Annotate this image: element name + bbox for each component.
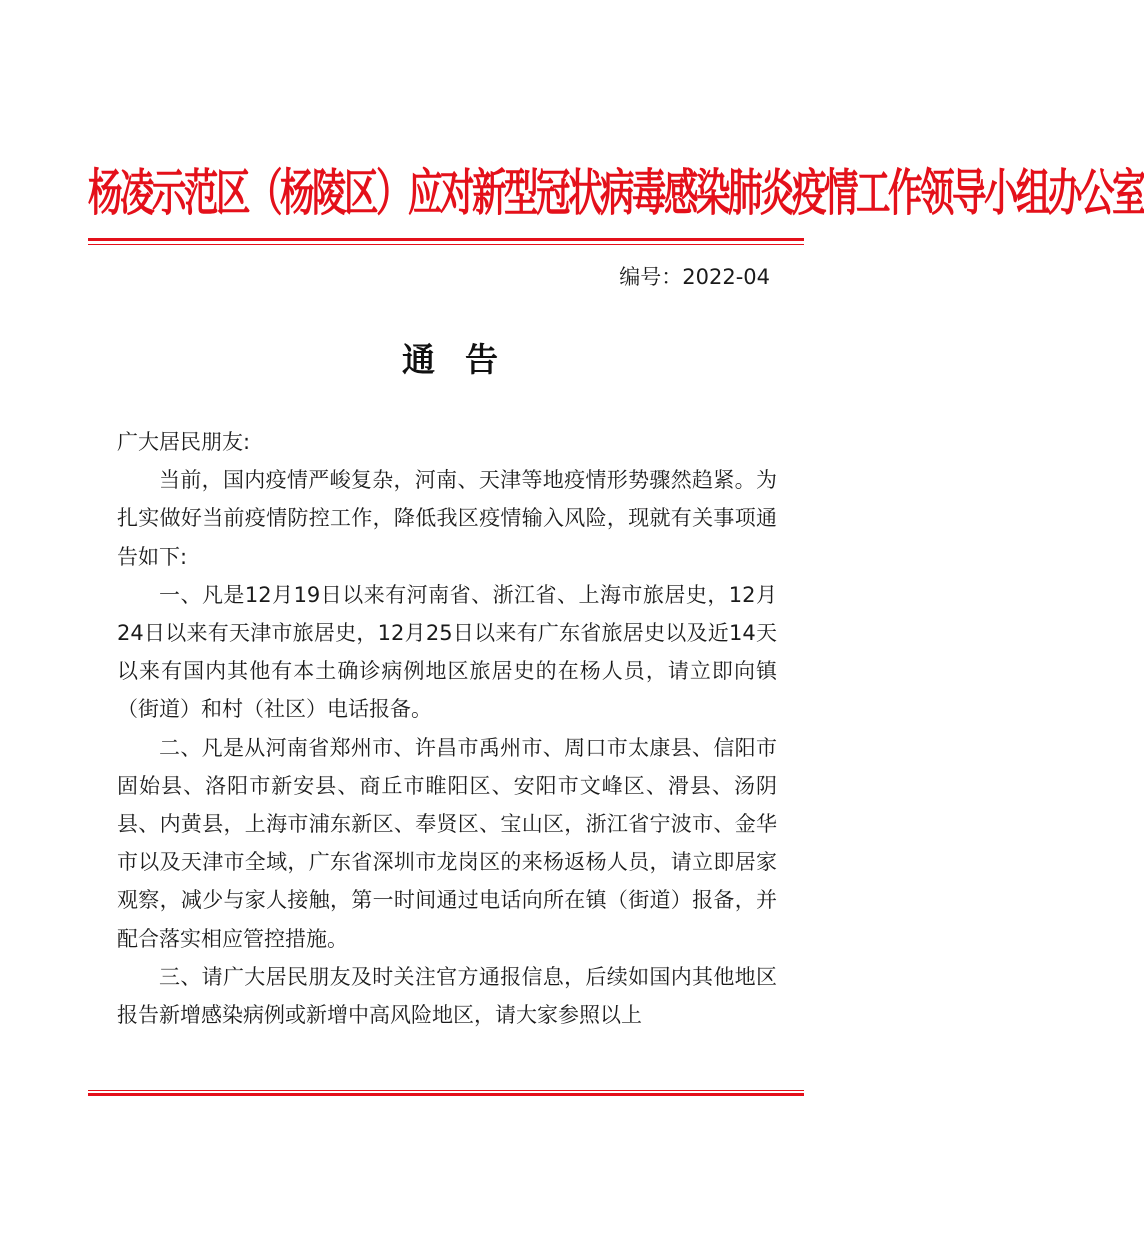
letterhead-title: 杨凌示范区（杨陵区）应对新型冠状病毒感染肺炎疫情工作领导小组办公室 [88, 165, 1144, 223]
document-number: 编号：2022-04 [619, 265, 770, 289]
paragraph-item-2: 二、凡是从河南省郑州市、许昌市禹州市、周口市太康县、信阳市固始县、洛阳市新安县、商丘市睢阳区、安阳市文峰区、滑县、汤阴县、内黄县，上海市浦东新区、奉贤区、宝山区，浙江省宁波市、金华市以及天津市全域，广东省深圳市龙岗区的来杨返杨人员，请立即居家观察，减少与家人接触，第一时间通过电话向所在镇（街道）报备，并配合落实相应管控措施。 [117, 735, 777, 951]
letterhead-rule-thin [88, 244, 804, 245]
document-body [117, 423, 777, 1034]
paragraph-item-3: 三、请广大居民朋友及时关注官方通报信息，后续如国内其他地区报告新增感染病例或新增中高风险地区，请大家参照以上 [117, 964, 777, 1028]
footer-rule-thin [88, 1090, 804, 1091]
salutation: 广大居民朋友: [117, 430, 251, 454]
paragraph-intro: 当前，国内疫情严峻复杂，河南、天津等地疫情形势骤然趋紧。为扎实做好当前疫情防控工作，降低我区疫情输入风险，现就有关事项通告如下: [117, 468, 777, 569]
letterhead-rule-thick [88, 238, 804, 241]
document-title: 通告 [402, 340, 528, 379]
paragraph-item-1: 一、凡是12月19日以来有河南省、浙江省、上海市旅居史，12月24日以来有天津市旅居史，12月25日以来有广东省旅居史以及近14天以来有国内其他有本土确诊病例地区旅居史的在杨人员，请立即向镇（街道）和村（社区）电话报备。 [117, 582, 777, 722]
footer-rule-thick [88, 1093, 804, 1096]
